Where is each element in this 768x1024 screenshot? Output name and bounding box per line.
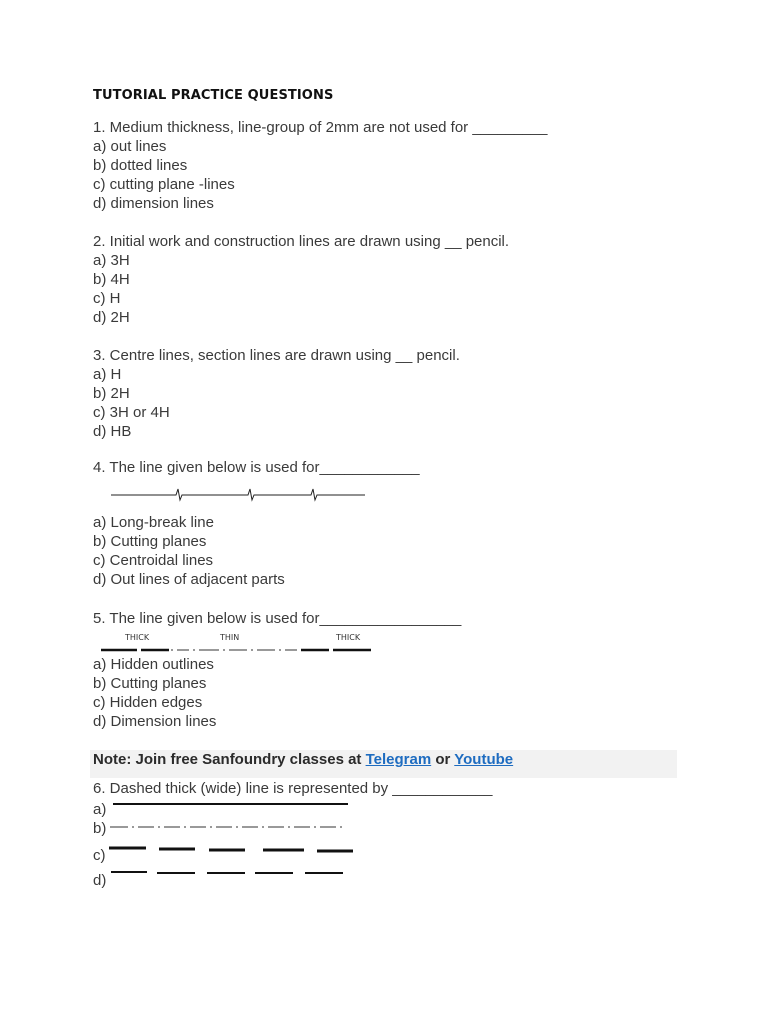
figure-label-thick-right: THICK (336, 633, 361, 642)
option-a: a) out lines (93, 138, 167, 155)
question-text: 2. Initial work and construction lines are drawn using __ pencil. (93, 233, 510, 250)
question-5 (93, 609, 461, 628)
option-d: d) Dimension lines (93, 713, 217, 730)
option-b: b) 2H (93, 385, 130, 402)
option-c: c) Centroidal lines (93, 552, 214, 569)
option-c: c) 3H or 4H (93, 404, 170, 421)
figure-label-thin: THIN (220, 633, 240, 642)
option-d: d) 2H (93, 309, 130, 326)
option-b: b) dotted lines (93, 157, 188, 174)
question-text: 6. Dashed thick (wide) line is represented by ____________ (93, 780, 493, 797)
option-a: a) H (93, 366, 122, 383)
option-d: d) Out lines of adjacent parts (93, 571, 285, 588)
note-middle: or (431, 751, 455, 768)
q6-option-d (93, 871, 106, 890)
question-3 (93, 346, 460, 441)
question-text: 3. Centre lines, section lines are drawn using __ pencil. (93, 347, 460, 364)
option-c: c) Hidden edges (93, 694, 203, 711)
figure-label-thick-left: THICK (125, 633, 150, 642)
question-5-options (93, 655, 216, 731)
option-c: c) cutting plane -lines (93, 176, 235, 193)
q6-option-a (93, 800, 106, 819)
option-c-label: c) (93, 847, 106, 864)
question-4 (93, 458, 420, 477)
option-d: d) HB (93, 423, 132, 440)
option-b: b) Cutting planes (93, 675, 207, 692)
option-b: b) Cutting planes (93, 533, 207, 550)
option-a-label: a) (93, 801, 107, 818)
question-text: 5. The line given below is used for_________________ (93, 610, 462, 627)
option-b-label: b) (93, 820, 107, 837)
question-text: 4. The line given below is used for____________ (93, 459, 420, 476)
option-d-label: d) (93, 872, 107, 889)
option-a: a) Hidden outlines (93, 656, 214, 673)
question-4-options (93, 513, 285, 589)
question-1 (93, 118, 547, 213)
q6-option-a-line (113, 800, 353, 810)
cutting-plane-line-figure (99, 630, 389, 656)
question-6 (93, 779, 492, 798)
option-a: a) 3H (93, 252, 130, 269)
note-prefix: Note: Join free Sanfoundry classes at (93, 751, 366, 768)
option-d: d) dimension lines (93, 195, 214, 212)
q6-option-b-line (110, 822, 350, 832)
q6-option-b (93, 819, 106, 838)
sanfoundry-note-banner (90, 750, 677, 778)
q6-option-d-line (111, 868, 351, 878)
option-a: a) Long-break line (93, 514, 214, 531)
option-c: c) H (93, 290, 121, 307)
question-2 (93, 232, 509, 327)
telegram-link[interactable]: Telegram (365, 751, 432, 768)
q6-option-c-line (109, 844, 359, 856)
long-break-line-figure (111, 486, 371, 504)
q6-option-c (93, 846, 106, 865)
option-b: b) 4H (93, 271, 130, 288)
page-title: TUTORIAL PRACTICE QUESTIONS (93, 88, 334, 103)
youtube-link[interactable]: Youtube (454, 751, 514, 768)
question-text: 1. Medium thickness, line-group of 2mm are not used for _________ (93, 119, 548, 136)
